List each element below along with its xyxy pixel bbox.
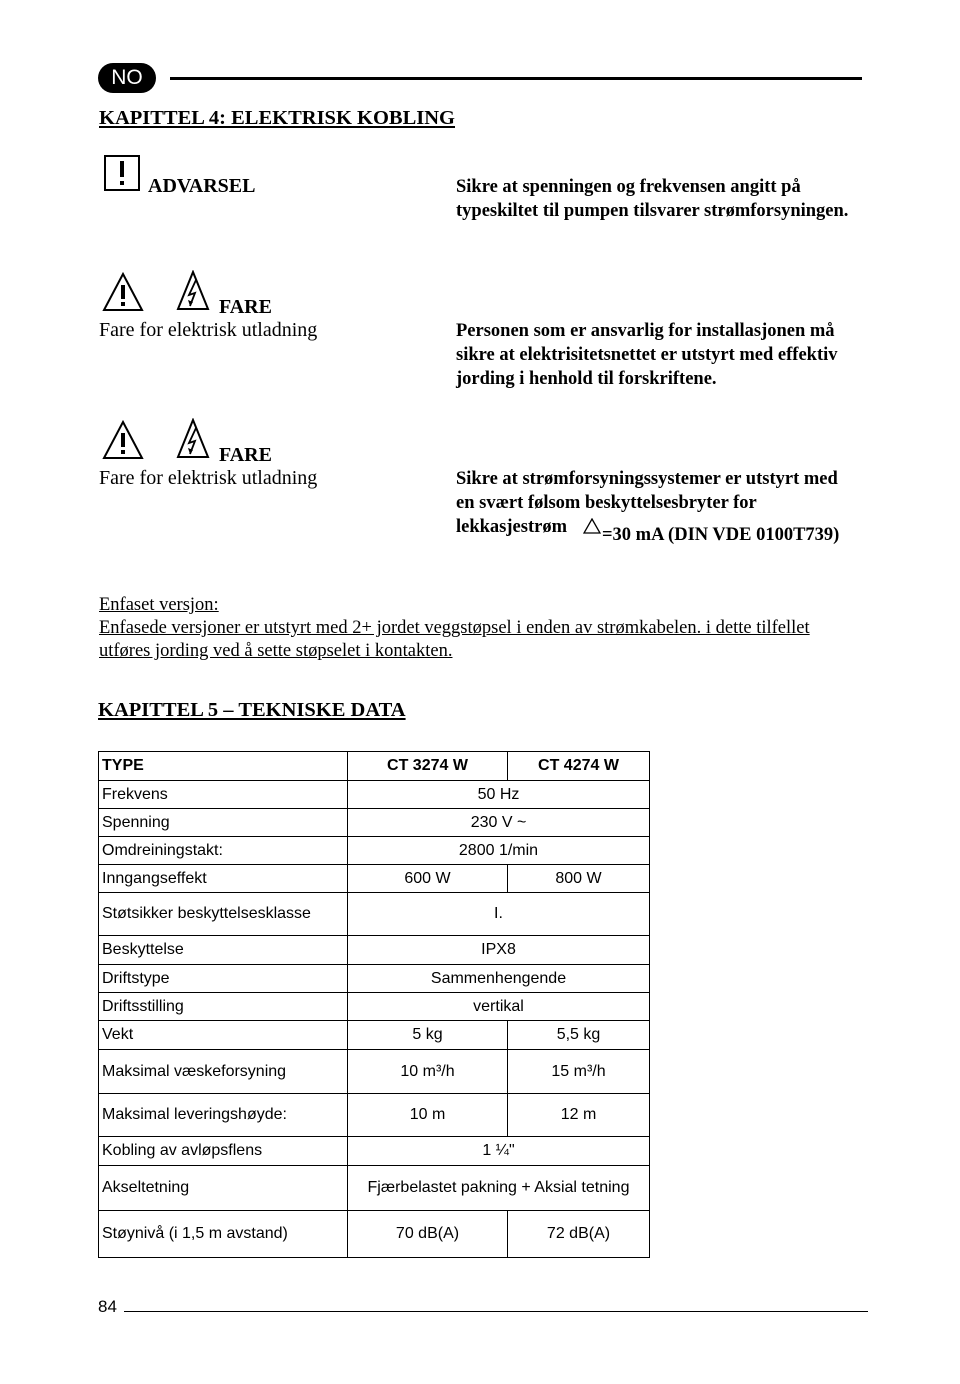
- table-row: [99, 1137, 650, 1166]
- warning-box-icon: [104, 155, 140, 191]
- danger-1-sublabel: Fare for elektrisk utladning: [99, 319, 318, 341]
- row-label: Omdreiningstakt:: [99, 837, 348, 865]
- row-value: 1 ¼": [348, 1137, 650, 1166]
- row-value-ct4274w: 12 m: [508, 1094, 650, 1137]
- table-row: [99, 965, 650, 993]
- table-row: [99, 1211, 650, 1258]
- warning-text: Sikre at spenningen og frekvensen angitt på typeskiltet til pumpen tilsvarer strømforsyningen.: [456, 177, 849, 221]
- header-ct4274w: CT 4274 W: [508, 752, 650, 781]
- warning-label: ADVARSEL: [148, 175, 256, 197]
- danger-2-label: FARE: [219, 444, 272, 466]
- table-header-row: [99, 752, 650, 781]
- table-row: [99, 809, 650, 837]
- row-label: Beskyttelse: [99, 936, 348, 965]
- language-badge: NO: [98, 63, 156, 93]
- general-danger-icon: [102, 272, 144, 312]
- row-value-ct4274w: 72 dB(A): [508, 1211, 650, 1258]
- row-value: vertikal: [348, 993, 650, 1021]
- table-row: [99, 936, 650, 965]
- danger-1-label: FARE: [219, 296, 272, 318]
- danger-2-sublabel: Fare for elektrisk utladning: [99, 467, 318, 489]
- row-label: Maksimal væskeforsyning: [99, 1050, 348, 1094]
- row-label: Støynivå (i 1,5 m avstand): [99, 1211, 348, 1258]
- row-value-ct3274w: 600 W: [348, 865, 508, 893]
- row-value-ct4274w: 15 m³/h: [508, 1050, 650, 1094]
- header-rule: [170, 77, 862, 80]
- row-value-ct4274w: 5,5 kg: [508, 1021, 650, 1050]
- footer-rule: [124, 1311, 868, 1312]
- row-label: Inngangseffekt: [99, 865, 348, 893]
- row-value: 50 Hz: [348, 781, 650, 809]
- danger-2-text: Sikre at strømforsyningssystemer er utstyrt med en svært følsom beskyttelsesbryter for: [456, 469, 838, 513]
- chapter-4-title: KAPITTEL 4: ELEKTRISK KOBLING: [99, 107, 455, 129]
- row-value-ct4274w: 800 W: [508, 865, 650, 893]
- row-label: Støtsikker beskyttelsesklasse: [99, 893, 348, 936]
- row-value: 2800 1/min: [348, 837, 650, 865]
- row-label: Vekt: [99, 1021, 348, 1050]
- delta-symbol-icon: [583, 518, 601, 534]
- row-label: Akseltetning: [99, 1166, 348, 1211]
- row-value: Sammenhengende: [348, 965, 650, 993]
- row-value-ct3274w: 10 m³/h: [348, 1050, 508, 1094]
- general-danger-icon: [102, 420, 144, 460]
- chapter-5-title: KAPITTEL 5 – TEKNISKE DATA: [98, 699, 406, 721]
- electric-hazard-icon: [176, 418, 210, 460]
- table-row: [99, 837, 650, 865]
- row-value-ct3274w: 70 dB(A): [348, 1211, 508, 1258]
- header-ct3274w: CT 3274 W: [348, 752, 508, 781]
- table-row: [99, 893, 650, 936]
- row-label: Maksimal leveringshøyde:: [99, 1094, 348, 1137]
- electric-hazard-icon: [176, 270, 210, 312]
- header-type: TYPE: [99, 752, 348, 781]
- row-value-ct3274w: 5 kg: [348, 1021, 508, 1050]
- row-value: I.: [348, 893, 650, 936]
- technical-data-table: [98, 751, 650, 1258]
- row-value: Fjærbelastet pakning + Aksial tetning: [348, 1166, 650, 1211]
- single-phase-title: Enfaset versjon:: [99, 595, 219, 615]
- table-row: [99, 1050, 650, 1094]
- danger-2-leak-current-pre: lekkasjestrøm: [456, 517, 567, 537]
- table-row: [99, 1166, 650, 1211]
- single-phase-text: Enfasede versjoner er utstyrt med 2+ jordet veggstøpsel i enden av strømkabelen. i dette tilfellet utføres jording ved å sette støpselet i kontakten.: [99, 618, 810, 661]
- row-value: IPX8: [348, 936, 650, 965]
- table-row: [99, 1094, 650, 1137]
- row-label: Spenning: [99, 809, 348, 837]
- table-row: [99, 1021, 650, 1050]
- table-row: [99, 781, 650, 809]
- row-label: Kobling av avløpsflens: [99, 1137, 348, 1166]
- page-number: 84: [98, 1297, 117, 1316]
- row-label: Driftsstilling: [99, 993, 348, 1021]
- row-label: Driftstype: [99, 965, 348, 993]
- danger-2-leak-current-post: =30 mA (DIN VDE 0100T739): [602, 525, 840, 545]
- table-row: [99, 865, 650, 893]
- danger-1-text: Personen som er ansvarlig for installasjonen må sikre at elektrisitetsnettet er utstyrt med effektiv jording i henhold til forskriftene.: [456, 321, 838, 389]
- row-label: Frekvens: [99, 781, 348, 809]
- table-row: [99, 993, 650, 1021]
- row-value: 230 V ~: [348, 809, 650, 837]
- row-value-ct3274w: 10 m: [348, 1094, 508, 1137]
